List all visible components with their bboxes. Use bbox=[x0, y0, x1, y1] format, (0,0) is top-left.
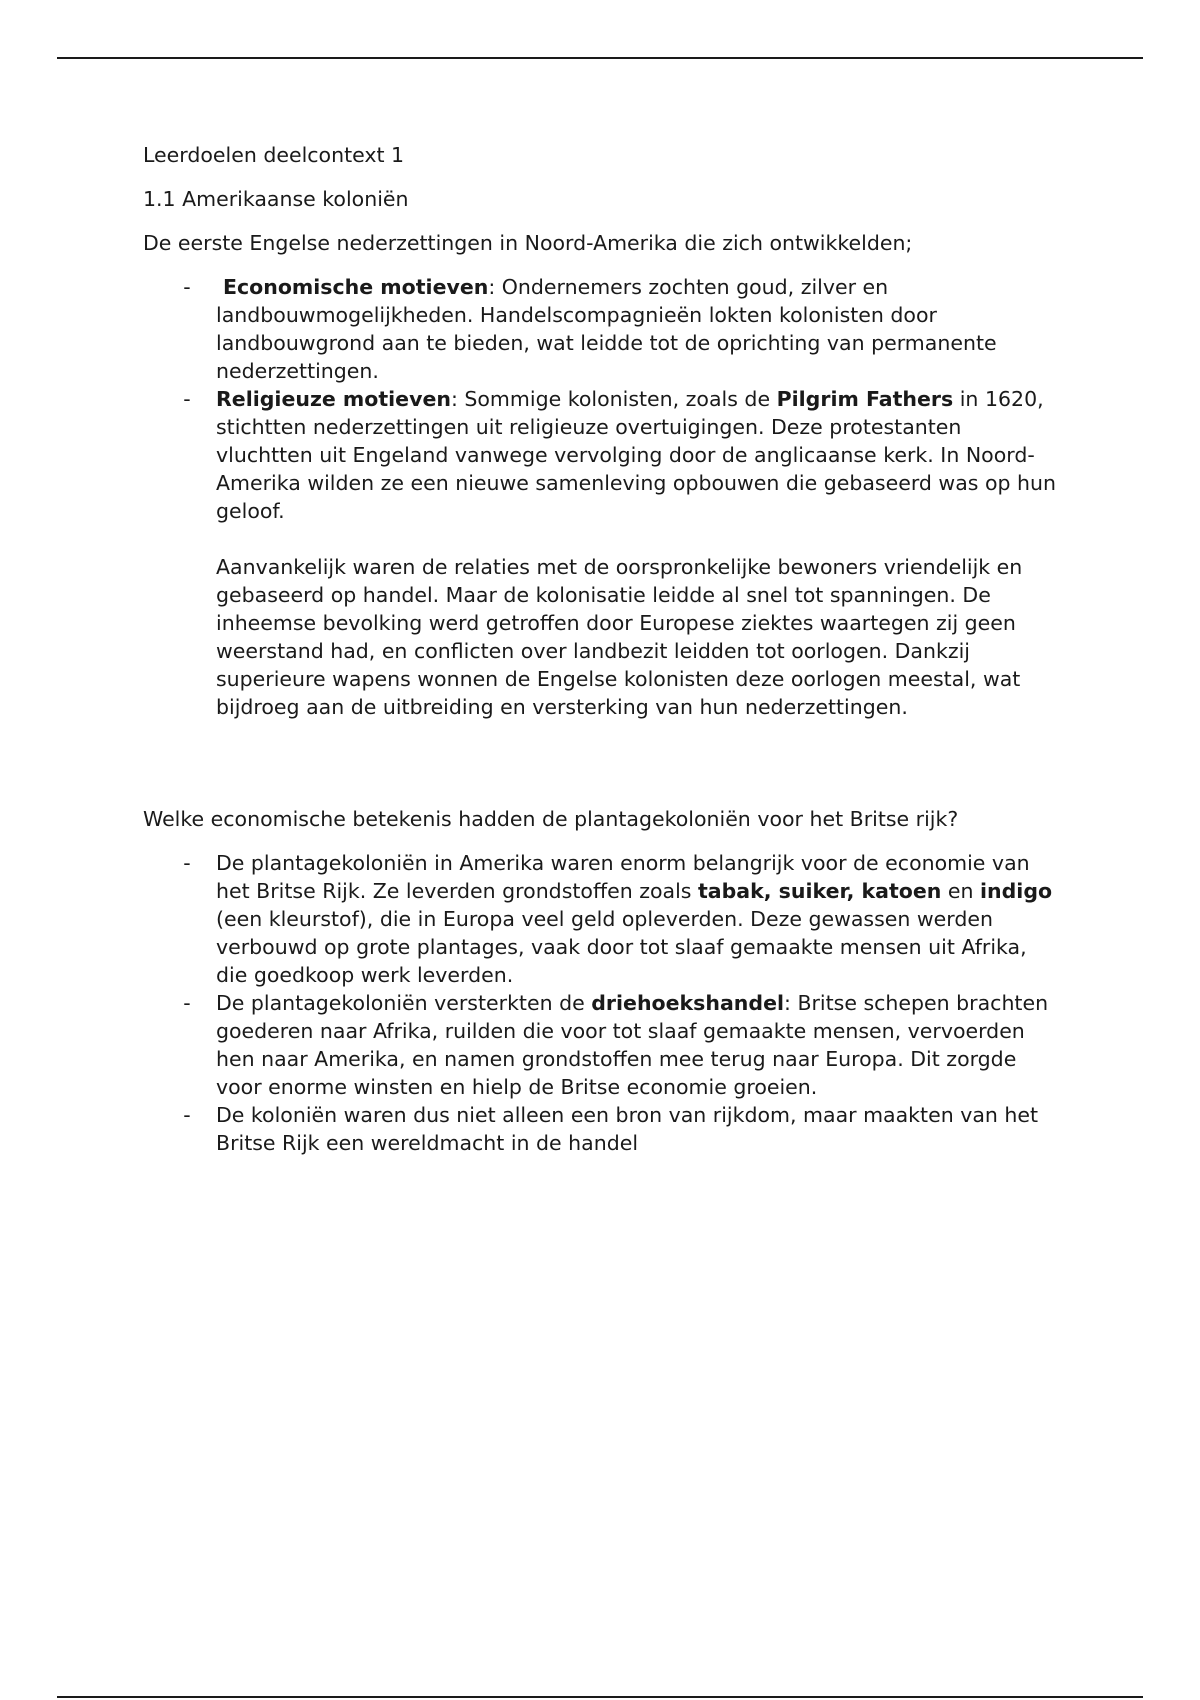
list-item-text: De plantagekoloniën in Amerika waren enorm belangrijk voor de economie van het Britse Rijk. Ze leverden grondstoffen zoals bbox=[216, 851, 1030, 903]
list-item-text: De plantagekoloniën versterkten de bbox=[216, 991, 592, 1015]
bold-term: tabak, suiker, katoen bbox=[697, 879, 942, 903]
list-item-text: De koloniën waren dus niet alleen een bron van rijkdom, maar maakten van het Britse Rijk een wereldmacht in de handel bbox=[216, 1103, 1039, 1155]
list-item-text: en bbox=[941, 879, 980, 903]
list-item bbox=[183, 1101, 1063, 1157]
intro-paragraph: De eerste Engelse nederzettingen in Noord-Amerika die zich ontwikkelden; bbox=[143, 231, 913, 255]
dash-bullet: - bbox=[183, 1103, 191, 1127]
list-item-text: in 1620, stichtten nederzettingen uit religieuze overtuigingen. Deze protestanten vluchtten uit Engeland vanwege vervolging door de anglicaanse kerk. In Noord-Amerika wilden ze een nieuwe samenleving opbouwen die gebaseerd was op hun geloof. bbox=[216, 387, 1056, 523]
dash-bullet: - bbox=[183, 275, 191, 299]
list-item-text: (een kleurstof), die in Europa veel geld opleverden. Deze gewassen werden verbouwd op grote plantages, vaak door tot slaaf gemaakte mensen uit Afrika, die goedkoop werk leverden. bbox=[216, 907, 1027, 987]
list-item bbox=[183, 849, 1063, 989]
bold-term: Economische motieven bbox=[223, 275, 489, 299]
bold-term: driehoekshandel bbox=[591, 991, 785, 1015]
document-body bbox=[143, 141, 1063, 1157]
list-item bbox=[183, 989, 1063, 1101]
list-item-text: : Ondernemers zochten goud, zilver en landbouwmogelijkheden. Handelscompagnieën lokten kolonisten door landbouwgrond aan te bieden, wat leidde tot de oprichting van permanente nederzettingen. bbox=[216, 275, 997, 383]
question-heading: Welke economische betekenis hadden de plantagekoloniën voor het Britse rijk? bbox=[143, 807, 959, 831]
dash-bullet: - bbox=[183, 851, 191, 875]
spacer bbox=[143, 721, 1063, 805]
list-item bbox=[183, 273, 1063, 385]
list-item-text: : Britse schepen brachten goederen naar Afrika, ruilden die voor tot slaaf gemaakte mensen, vervoerden hen naar Amerika, en namen grondstoffen mee terug naar Europa. Dit zorgde voor enorme winsten en hielp de Britse economie groeien. bbox=[216, 991, 1049, 1099]
top-rule bbox=[57, 57, 1143, 59]
section-heading: 1.1 Amerikaanse koloniën bbox=[143, 187, 409, 211]
bottom-rule bbox=[57, 1696, 1143, 1698]
dash-bullet: - bbox=[183, 387, 191, 411]
document-title: Leerdoelen deelcontext 1 bbox=[143, 143, 405, 167]
bold-term: Pilgrim Fathers bbox=[776, 387, 954, 411]
list-item bbox=[183, 385, 1063, 525]
bold-term: indigo bbox=[980, 879, 1053, 903]
relations-paragraph: Aanvankelijk waren de relaties met de oorspronkelijke bewoners vriendelijk en gebaseerd op handel. Maar de kolonisatie leidde al snel tot spanningen. De inheemse bevolking werd getroffen door Europese ziektes waartegen zij geen weerstand had, en conflicten over landbezit leidden tot oorlogen. Dankzij superieure wapens wonnen de Engelse kolonisten deze oorlogen meestal, wat bijdroeg aan de uitbreiding en versterking van hun nederzettingen. bbox=[216, 555, 1023, 719]
motives-list bbox=[143, 273, 1063, 525]
bold-term: Religieuze motieven bbox=[216, 387, 451, 411]
list-item-text: : Sommige kolonisten, zoals de bbox=[450, 387, 777, 411]
plantation-list bbox=[143, 849, 1063, 1157]
dash-bullet: - bbox=[183, 991, 191, 1015]
